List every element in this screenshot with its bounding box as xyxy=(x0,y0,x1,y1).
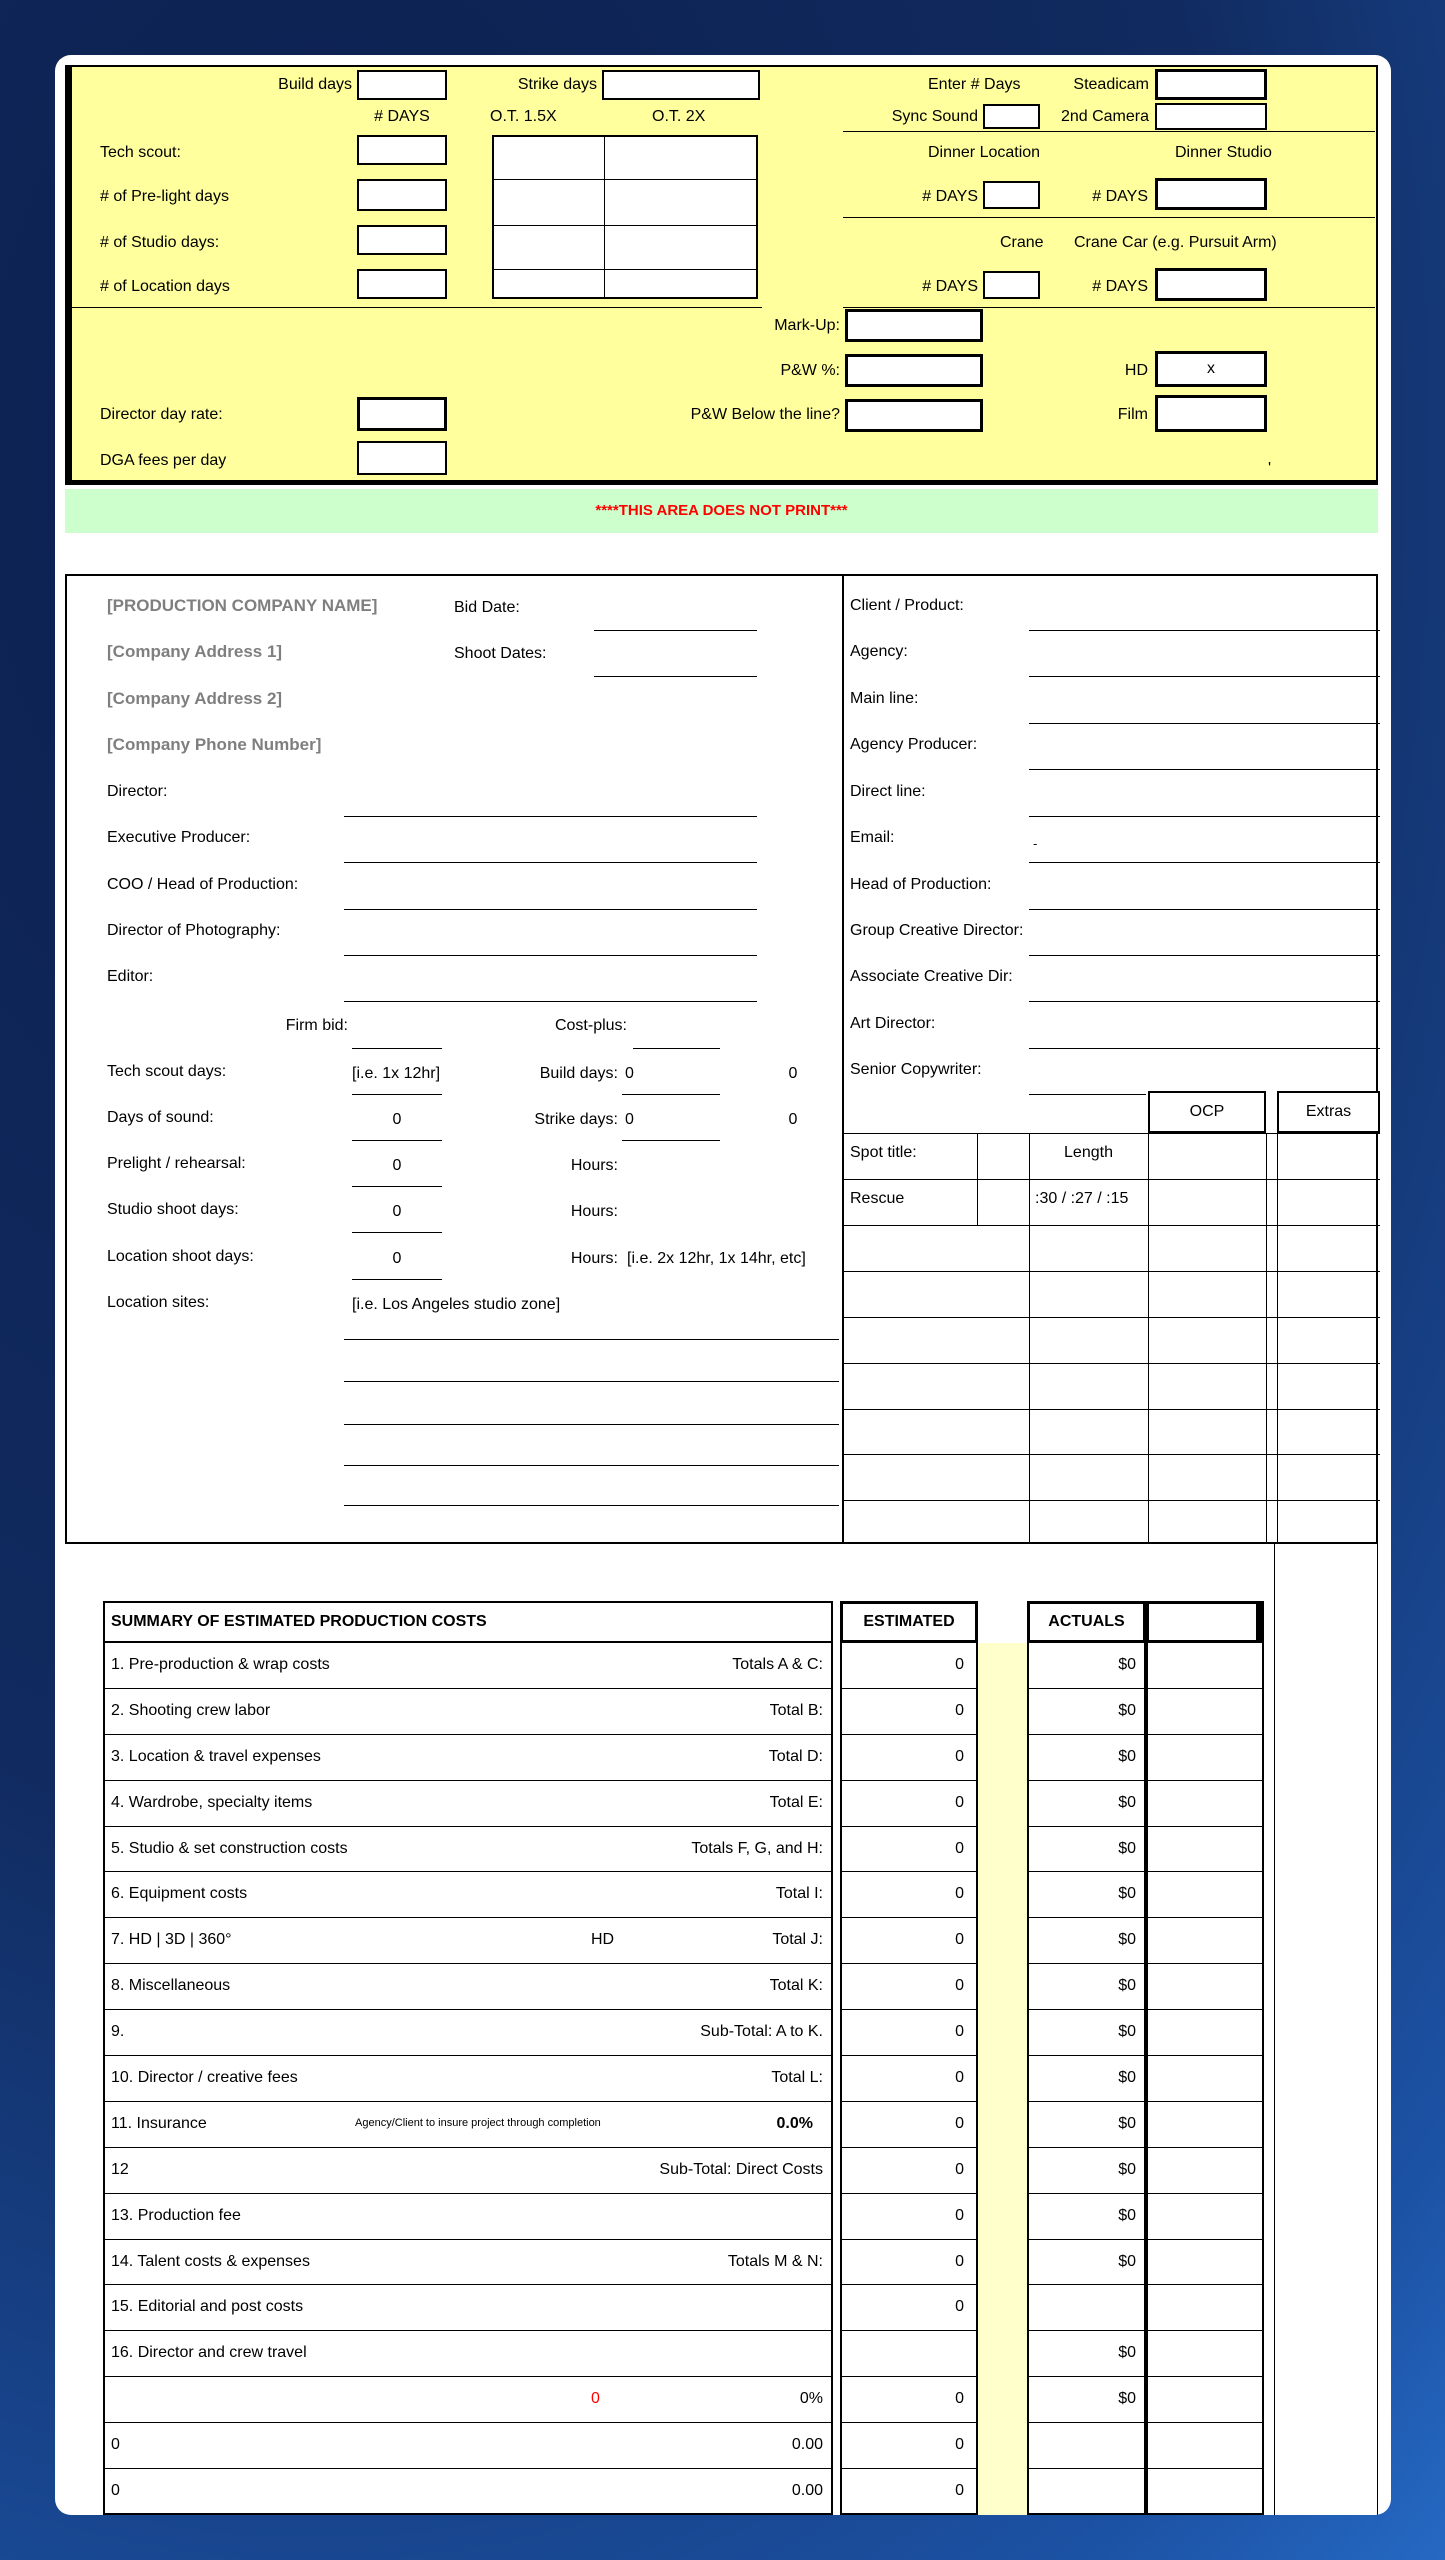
build-days-label: Build days xyxy=(278,76,352,93)
location-sites-label: Location sites: xyxy=(107,1294,210,1311)
actuals-cell[interactable] xyxy=(1029,2469,1144,2515)
row-total-label: 0.00 xyxy=(791,2482,823,2500)
strike-days-label: Strike days xyxy=(517,76,597,93)
exec-producer-label: Executive Producer: xyxy=(107,829,251,846)
row-red-value[interactable]: 0 xyxy=(591,2390,600,2408)
main-line-input-line[interactable] xyxy=(1029,723,1380,724)
spot-title-label: Spot title: xyxy=(850,1144,917,1161)
summary-title: SUMMARY OF ESTIMATED PRODUCTION COSTS xyxy=(103,1601,833,1643)
estimated-cell[interactable]: 0 xyxy=(842,1872,976,1918)
client-product-label: Client / Product: xyxy=(850,597,964,614)
grid-line xyxy=(1377,1544,1378,1601)
location-shoot-days-label: Location shoot days: xyxy=(107,1248,254,1265)
studio-shoot-value[interactable]: 0 xyxy=(392,1203,402,1220)
grid-line xyxy=(842,1225,1380,1226)
senior-copywriter-label: Senior Copywriter: xyxy=(850,1061,982,1078)
row-desc: 2. Shooting crew labor xyxy=(111,1701,271,1719)
empty-cell[interactable] xyxy=(1148,2240,1262,2286)
bid-date-label: Bid Date: xyxy=(454,599,520,616)
empty-cell[interactable] xyxy=(1148,2148,1262,2194)
value-line xyxy=(352,1232,442,1233)
prelight-rehearsal-label: Prelight / rehearsal: xyxy=(107,1155,246,1172)
actuals-cell[interactable]: $0 xyxy=(1029,2240,1144,2286)
summary-row xyxy=(105,2102,831,2148)
crane-car-label: Crane Car (e.g. Pursuit Arm) xyxy=(1074,234,1277,251)
director-input-line[interactable] xyxy=(344,816,757,817)
studio-shoot-days-label: Studio shoot days: xyxy=(107,1201,239,1218)
value-line xyxy=(352,1186,442,1187)
studio-days-label: # of Studio days: xyxy=(100,234,220,251)
mark-up-cell[interactable] xyxy=(845,309,983,342)
days-of-sound-value[interactable]: 0 xyxy=(392,1111,402,1128)
direct-line-input-line[interactable] xyxy=(1029,816,1380,817)
summary-row xyxy=(105,1872,831,1918)
estimated-cell[interactable]: 0 xyxy=(842,2469,976,2515)
actuals-cell[interactable]: $0 xyxy=(1029,2377,1144,2423)
row-total-label: Sub-Total: A to K. xyxy=(700,2023,823,2041)
empty-cell[interactable] xyxy=(1148,1781,1262,1827)
estimated-cell[interactable]: 0 xyxy=(842,1643,976,1689)
editor-label: Editor: xyxy=(107,968,154,985)
row-desc: 13. Production fee xyxy=(111,2206,241,2224)
row-total-label: Total K: xyxy=(769,1977,823,1995)
prelight-value[interactable]: 0 xyxy=(392,1157,402,1174)
cost-summary-table xyxy=(103,1601,1378,2515)
actuals-cell[interactable]: $0 xyxy=(1029,2102,1144,2148)
sync-sound-label: Sync Sound xyxy=(891,108,978,125)
summary-desc-column xyxy=(103,1643,833,2515)
summary-actuals-column xyxy=(1027,1643,1146,2515)
director-day-rate-label: Director day rate: xyxy=(100,406,223,423)
row-desc: 14. Talent costs & expenses xyxy=(111,2252,310,2270)
estimated-cell[interactable]: 0 xyxy=(842,2194,976,2240)
row-total-label: 0.00 xyxy=(791,2436,823,2454)
summary-row xyxy=(105,1827,831,1873)
coo-label: COO / Head of Production: xyxy=(107,876,299,893)
email-input-line[interactable] xyxy=(1029,862,1380,863)
row-desc: 8. Miscellaneous xyxy=(111,1977,231,1995)
summary-row xyxy=(105,2194,831,2240)
row-mid-value: HD xyxy=(591,1931,615,1949)
studio-days-cell[interactable] xyxy=(357,225,447,255)
firm-bid-label: Firm bid: xyxy=(285,1017,348,1034)
row-total-label: Totals A & C: xyxy=(732,1656,823,1673)
empty-cell[interactable] xyxy=(1148,1643,1262,1689)
num-days-label: # DAYS xyxy=(1092,278,1148,295)
value-line xyxy=(622,1140,720,1141)
hours-label: Hours: xyxy=(570,1157,618,1174)
estimated-cell[interactable]: 0 xyxy=(842,2377,976,2423)
pw-below-line-cell[interactable] xyxy=(845,399,983,432)
mark-up-label: Mark-Up: xyxy=(774,317,840,334)
summary-estimated-column xyxy=(840,1643,978,2515)
row-total-label: Total I: xyxy=(775,1885,823,1903)
editor-input-line[interactable] xyxy=(344,1001,757,1002)
estimated-cell[interactable]: 0 xyxy=(842,2240,976,2286)
actuals-cell[interactable]: $0 xyxy=(1029,2194,1144,2240)
grid-line xyxy=(1274,1601,1275,2515)
empty-cell[interactable] xyxy=(1148,1918,1262,1964)
estimated-cell[interactable]: 0 xyxy=(842,2423,976,2469)
summary-row xyxy=(105,2240,831,2286)
estimated-cell[interactable]: 0 xyxy=(842,1781,976,1827)
yellow-divider-strip xyxy=(978,1643,1027,2515)
crane-car-days-cell[interactable] xyxy=(1155,268,1267,301)
client-product-input-line[interactable] xyxy=(1029,630,1380,631)
actuals-cell[interactable] xyxy=(1029,2423,1144,2469)
length-label: Length xyxy=(1064,1144,1113,1161)
row-desc: 10. Director / creative fees xyxy=(111,2069,298,2087)
actuals-cell[interactable] xyxy=(1029,2285,1144,2331)
overtime-grid[interactable] xyxy=(492,135,758,299)
dga-fees-label: DGA fees per day xyxy=(100,452,227,469)
column-divider xyxy=(842,576,844,1542)
summary-row xyxy=(105,1781,831,1827)
row-desc: 11. Insurance xyxy=(111,2114,207,2132)
grid-line xyxy=(842,1179,1380,1180)
film-cell[interactable] xyxy=(1155,395,1267,432)
num-days-label: # DAYS xyxy=(922,278,978,295)
empty-cell[interactable] xyxy=(1148,2102,1262,2148)
row-desc: 15. Editorial and post costs xyxy=(111,2298,304,2316)
row-desc: 9. xyxy=(111,2023,125,2041)
grid-line xyxy=(842,1500,1380,1501)
summary-row xyxy=(105,1735,831,1781)
row-total-label: Totals F, G, and H: xyxy=(691,1839,823,1857)
cost-plus-label: Cost-plus: xyxy=(554,1017,627,1034)
estimated-cell[interactable]: 0 xyxy=(842,2056,976,2102)
dp-label: Director of Photography: xyxy=(107,922,281,939)
insurance-note: Agency/Client to insure project through completion xyxy=(355,2116,601,2129)
group-creative-director-input-line[interactable] xyxy=(1029,955,1380,956)
ot-15x-header: O.T. 1.5X xyxy=(490,108,557,125)
summary-row xyxy=(105,1689,831,1735)
hours-label: Hours: xyxy=(570,1250,618,1267)
days-of-sound-label: Days of sound: xyxy=(107,1109,214,1126)
shoot-dates-label: Shoot Dates: xyxy=(454,645,547,662)
actuals-cell[interactable]: $0 xyxy=(1029,1781,1144,1827)
group-creative-director-label: Group Creative Director: xyxy=(850,922,1024,939)
agency-input-line[interactable] xyxy=(1029,676,1380,677)
email-label: Email: xyxy=(850,829,895,846)
empty-cell[interactable] xyxy=(1148,2423,1262,2469)
row-desc: 0 xyxy=(111,2436,120,2454)
row-total-label: Total J: xyxy=(772,1931,823,1949)
hd-cell[interactable]: x xyxy=(1155,351,1267,387)
grid-line xyxy=(842,1133,1380,1134)
blank-input-line[interactable] xyxy=(344,1339,839,1340)
extras-header-cell: Extras xyxy=(1277,1091,1380,1133)
empty-cell[interactable] xyxy=(1148,2194,1262,2240)
estimated-cell[interactable]: 0 xyxy=(842,2102,976,2148)
grid-line xyxy=(1377,1601,1378,2515)
grid-line xyxy=(842,1317,1380,1318)
empty-cell[interactable] xyxy=(1148,1827,1262,1873)
art-director-label: Art Director: xyxy=(850,1015,936,1032)
dga-fees-cell[interactable] xyxy=(357,441,447,475)
top-input-panel xyxy=(65,65,1378,485)
estimated-cell[interactable]: 0 xyxy=(842,2010,976,2056)
row-desc: 3. Location & travel expenses xyxy=(111,1747,321,1765)
summary-row xyxy=(105,1918,831,1964)
summary-row xyxy=(105,1643,831,1689)
estimated-cell[interactable]: 0 xyxy=(842,1827,976,1873)
steadicam-cell[interactable] xyxy=(1155,69,1267,100)
build-days-mid-value[interactable]: 0 xyxy=(625,1065,634,1082)
estimated-cell[interactable]: 0 xyxy=(842,2285,976,2331)
head-of-production-label: Head of Production: xyxy=(850,876,992,893)
tech-scout-label: Tech scout: xyxy=(100,144,181,161)
build-days-cell[interactable] xyxy=(357,70,447,100)
build-days-right-value[interactable]: 0 xyxy=(788,1065,798,1082)
grid-line xyxy=(842,1409,1380,1410)
hd-label: HD xyxy=(1124,362,1148,379)
grid-line xyxy=(842,1271,1380,1272)
estimated-cell[interactable]: 0 xyxy=(842,1964,976,2010)
steadicam-label: Steadicam xyxy=(1073,76,1149,93)
insurance-percent[interactable]: 0.0% xyxy=(776,2114,813,2132)
shoot-dates-input-line[interactable] xyxy=(594,676,757,677)
senior-copywriter-input-line[interactable] xyxy=(1029,1094,1146,1095)
empty-cell[interactable] xyxy=(1148,2377,1262,2423)
empty-cell[interactable] xyxy=(1148,1735,1262,1781)
strike-days-mid-label: Strike days: xyxy=(534,1111,618,1128)
grid-divider xyxy=(604,137,605,297)
exec-producer-input-line[interactable] xyxy=(344,862,757,863)
pw-below-line-label: P&W Below the line? xyxy=(690,406,840,423)
summary-row xyxy=(105,2010,831,2056)
summary-row xyxy=(105,2469,831,2515)
location-days-label: # of Location days xyxy=(100,278,230,295)
actuals-cell[interactable]: $0 xyxy=(1029,1827,1144,1873)
firm-bid-input-line[interactable] xyxy=(352,1048,442,1049)
estimated-cell[interactable] xyxy=(842,2331,976,2377)
summary-row xyxy=(105,2377,831,2423)
value-line xyxy=(622,1094,720,1095)
row-total-label: 0% xyxy=(799,2390,823,2408)
grid-line xyxy=(494,179,756,180)
director-label: Director: xyxy=(107,783,168,800)
tech-scout-days-label: Tech scout days: xyxy=(107,1063,227,1080)
value-line xyxy=(352,1140,442,1141)
location-sites-value[interactable]: [i.e. Los Angeles studio zone] xyxy=(352,1296,561,1313)
empty-cell[interactable] xyxy=(1148,2285,1262,2331)
agency-label: Agency: xyxy=(850,643,908,660)
company-name: [PRODUCTION COMPANY NAME] xyxy=(107,596,378,615)
blank-input-line[interactable] xyxy=(344,1465,839,1466)
empty-cell[interactable] xyxy=(1148,1872,1262,1918)
row-desc: 4. Wardrobe, specialty items xyxy=(111,1793,313,1811)
dinner-studio-days-cell[interactable] xyxy=(1155,178,1267,210)
associate-creative-dir-label: Associate Creative Dir: xyxy=(850,968,1013,985)
company-address2: [Company Address 2] xyxy=(107,689,283,708)
actuals-cell[interactable]: $0 xyxy=(1029,1964,1144,2010)
value-line xyxy=(352,1094,442,1095)
location-days-cell[interactable] xyxy=(357,269,447,299)
pw-percent-label: P&W %: xyxy=(780,362,840,379)
main-line-label: Main line: xyxy=(850,690,919,707)
dinner-location-label: Dinner Location xyxy=(928,144,1041,161)
strike-days-cell[interactable] xyxy=(602,70,760,100)
days-column-header: # DAYS xyxy=(374,108,430,125)
actuals-cell[interactable]: $0 xyxy=(1029,2056,1144,2102)
location-shoot-value[interactable]: 0 xyxy=(392,1250,402,1267)
row-desc: 16. Director and crew travel xyxy=(111,2344,307,2362)
row-total-label: Total E: xyxy=(769,1793,823,1811)
actuals-cell[interactable]: $0 xyxy=(1029,1872,1144,1918)
empty-cell[interactable] xyxy=(1148,2010,1262,2056)
summary-row xyxy=(105,2148,831,2194)
actuals-cell[interactable]: $0 xyxy=(1029,1735,1144,1781)
row-total-label: Sub-Total: Direct Costs xyxy=(659,2160,823,2178)
grid-line xyxy=(1274,1544,1275,1601)
row-desc: 0 xyxy=(111,2482,120,2500)
grid-line xyxy=(494,225,756,226)
summary-row xyxy=(105,1964,831,2010)
head-of-production-input-line[interactable] xyxy=(1029,909,1380,910)
build-days-mid-label: Build days: xyxy=(539,1065,618,1082)
row-desc: 6. Equipment costs xyxy=(111,1885,248,1903)
grid-line xyxy=(1148,1133,1149,1542)
summary-row xyxy=(105,2056,831,2102)
art-director-input-line[interactable] xyxy=(1029,1048,1380,1049)
director-day-rate-cell[interactable] xyxy=(357,397,447,431)
num-days-label: # DAYS xyxy=(1092,188,1148,205)
second-camera-label: 2nd Camera xyxy=(1060,108,1149,125)
row-desc: 1. Pre-production & wrap costs xyxy=(111,1656,330,1673)
bid-date-input-line[interactable] xyxy=(594,630,757,631)
company-address1: [Company Address 1] xyxy=(107,642,283,661)
prelight-days-label: # of Pre-light days xyxy=(100,188,229,205)
ot-2x-header: O.T. 2X xyxy=(652,108,706,125)
email-dash: - xyxy=(1033,836,1038,851)
associate-creative-dir-input-line[interactable] xyxy=(1029,1001,1380,1002)
grid-line xyxy=(1277,1133,1278,1542)
empty-cell[interactable] xyxy=(1148,1689,1262,1735)
strike-days-right-value[interactable]: 0 xyxy=(788,1111,798,1128)
actuals-extra-header-cell xyxy=(1146,1601,1264,1643)
row-total-label: Total D: xyxy=(768,1747,823,1765)
no-print-banner xyxy=(65,489,1378,533)
rule-line xyxy=(843,131,1375,132)
second-camera-cell[interactable] xyxy=(1155,103,1267,130)
agency-producer-label: Agency Producer: xyxy=(850,736,978,753)
rule-line xyxy=(72,307,762,308)
actuals-cell[interactable]: $0 xyxy=(1029,1643,1144,1689)
num-days-label: # DAYS xyxy=(922,188,978,205)
value-line xyxy=(352,1279,442,1280)
hours-label: Hours: xyxy=(570,1203,618,1220)
grid-line xyxy=(842,1454,1380,1455)
row-total-label: Total L: xyxy=(771,2069,823,2087)
estimated-cell[interactable]: 0 xyxy=(842,2148,976,2194)
spreadsheet-page xyxy=(55,55,1391,2515)
empty-cell[interactable] xyxy=(1148,2056,1262,2102)
prelight-days-cell[interactable] xyxy=(357,179,447,211)
no-print-text: ****THIS AREA DOES NOT PRINT*** xyxy=(595,502,848,519)
bid-info-section xyxy=(65,574,1378,1544)
spot-title-value[interactable]: Rescue xyxy=(850,1190,905,1207)
tech-scout-days-cell[interactable] xyxy=(357,135,447,165)
blank-input-line[interactable] xyxy=(344,1381,839,1382)
actuals-header: ACTUALS xyxy=(1027,1601,1146,1643)
blank-input-line[interactable] xyxy=(344,1505,839,1506)
agency-producer-input-line[interactable] xyxy=(1029,769,1380,770)
enter-days-label: Enter # Days xyxy=(928,76,1021,93)
grid-line xyxy=(1266,1133,1267,1542)
ocp-header-cell: OCP xyxy=(1148,1091,1266,1133)
empty-cell[interactable] xyxy=(1148,2331,1262,2377)
grid-line xyxy=(1029,1133,1030,1542)
film-label: Film xyxy=(1117,406,1148,423)
estimated-header: ESTIMATED xyxy=(840,1601,978,1643)
actuals-cell[interactable]: $0 xyxy=(1029,2331,1144,2377)
dp-input-line[interactable] xyxy=(344,955,757,956)
pw-percent-cell[interactable] xyxy=(845,354,983,387)
spot-length-value[interactable]: :30 / :27 / :15 xyxy=(1035,1190,1129,1207)
direct-line-label: Direct line: xyxy=(850,783,926,800)
row-desc: 5. Studio & set construction costs xyxy=(111,1839,348,1857)
strike-days-mid-value[interactable]: 0 xyxy=(625,1111,634,1128)
hours-hint-value[interactable]: [i.e. 2x 12hr, 1x 14hr, etc] xyxy=(627,1250,806,1267)
rule-line xyxy=(843,307,1375,308)
summary-row xyxy=(105,2331,831,2377)
grid-line xyxy=(842,1363,1380,1364)
coo-input-line[interactable] xyxy=(344,909,757,910)
company-phone: [Company Phone Number] xyxy=(107,735,322,754)
blank-input-line[interactable] xyxy=(344,1424,839,1425)
dinner-studio-label: Dinner Studio xyxy=(1175,144,1272,161)
row-total-label: Totals M & N: xyxy=(727,2252,823,2270)
row-total-label: Total B: xyxy=(769,1701,823,1719)
estimated-cell[interactable]: 0 xyxy=(842,1918,976,1964)
summary-row xyxy=(105,2285,831,2331)
estimated-cell[interactable]: 0 xyxy=(842,1689,976,1735)
grid-line xyxy=(494,269,756,270)
empty-cell[interactable] xyxy=(1148,2469,1262,2515)
apostrophe-mark: ' xyxy=(1268,460,1272,477)
cost-plus-input-line[interactable] xyxy=(633,1048,720,1049)
actuals-cell[interactable]: $0 xyxy=(1029,2148,1144,2194)
estimated-cell[interactable]: 0 xyxy=(842,1735,976,1781)
actuals-cell[interactable]: $0 xyxy=(1029,1689,1144,1735)
summary-extra-column xyxy=(1146,1643,1264,2515)
summary-row xyxy=(105,2423,831,2469)
empty-cell[interactable] xyxy=(1148,1964,1262,2010)
actuals-cell[interactable]: $0 xyxy=(1029,1918,1144,1964)
crane-label: Crane xyxy=(1000,234,1044,251)
row-desc: 7. HD | 3D | 360° xyxy=(111,1931,232,1949)
row-desc: 12 xyxy=(111,2160,129,2178)
actuals-cell[interactable]: $0 xyxy=(1029,2010,1144,2056)
tech-scout-days-value[interactable]: [i.e. 1x 12hr] xyxy=(352,1065,441,1082)
rule-line xyxy=(843,217,1375,218)
